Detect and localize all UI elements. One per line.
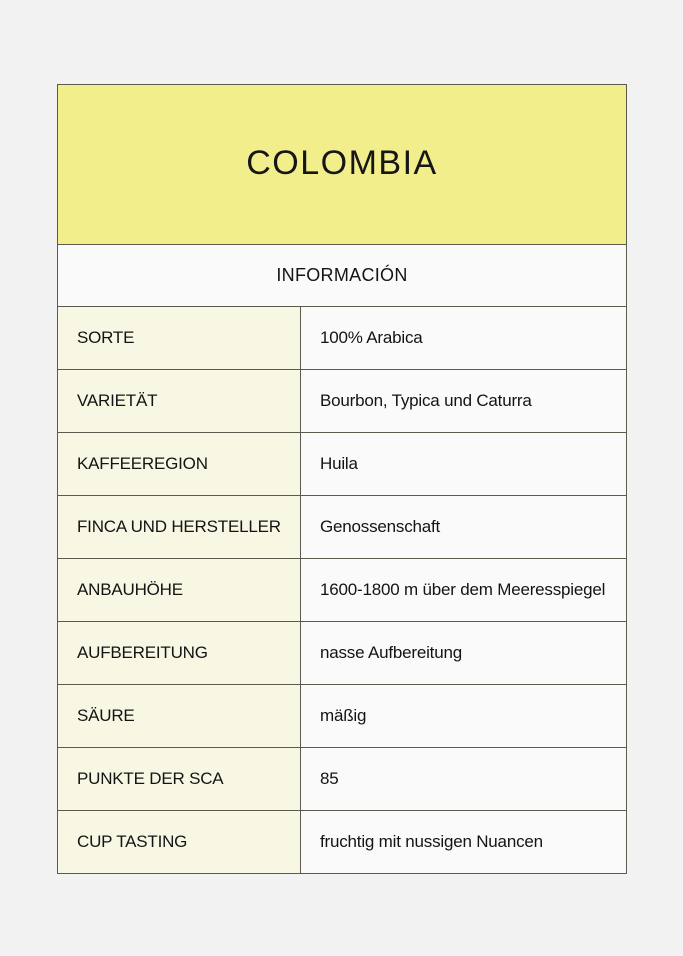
row-label: CUP TASTING <box>58 811 301 873</box>
row-value: Huila <box>301 433 626 495</box>
row-label: SÄURE <box>58 685 301 747</box>
row-label: VARIETÄT <box>58 370 301 432</box>
coffee-info-card <box>57 84 627 874</box>
table-row <box>58 748 626 811</box>
table-row <box>58 370 626 433</box>
row-value: fruchtig mit nussigen Nuancen <box>301 811 626 873</box>
row-value: Bourbon, Typica und Caturra <box>301 370 626 432</box>
row-value: Genossenschaft <box>301 496 626 558</box>
table-row <box>58 559 626 622</box>
row-value: mäßig <box>301 685 626 747</box>
row-label: SORTE <box>58 307 301 369</box>
title-band <box>58 85 626 245</box>
row-label: KAFFEEREGION <box>58 433 301 495</box>
row-label: PUNKTE DER SCA <box>58 748 301 810</box>
row-value: 100% Arabica <box>301 307 626 369</box>
table-row <box>58 685 626 748</box>
table-row <box>58 433 626 496</box>
table-row <box>58 622 626 685</box>
page-title: COLOMBIA <box>246 144 438 182</box>
row-label: AUFBEREITUNG <box>58 622 301 684</box>
row-value: 85 <box>301 748 626 810</box>
row-label: FINCA UND HERSTELLER <box>58 496 301 558</box>
row-value: 1600-1800 m über dem Meeresspiegel <box>301 559 626 621</box>
section-header <box>58 245 626 307</box>
table-row <box>58 811 626 873</box>
row-label: ANBAUHÖHE <box>58 559 301 621</box>
section-header-label: INFORMACIÓN <box>276 265 408 285</box>
row-value: nasse Aufbereitung <box>301 622 626 684</box>
table-row <box>58 307 626 370</box>
table-row <box>58 496 626 559</box>
